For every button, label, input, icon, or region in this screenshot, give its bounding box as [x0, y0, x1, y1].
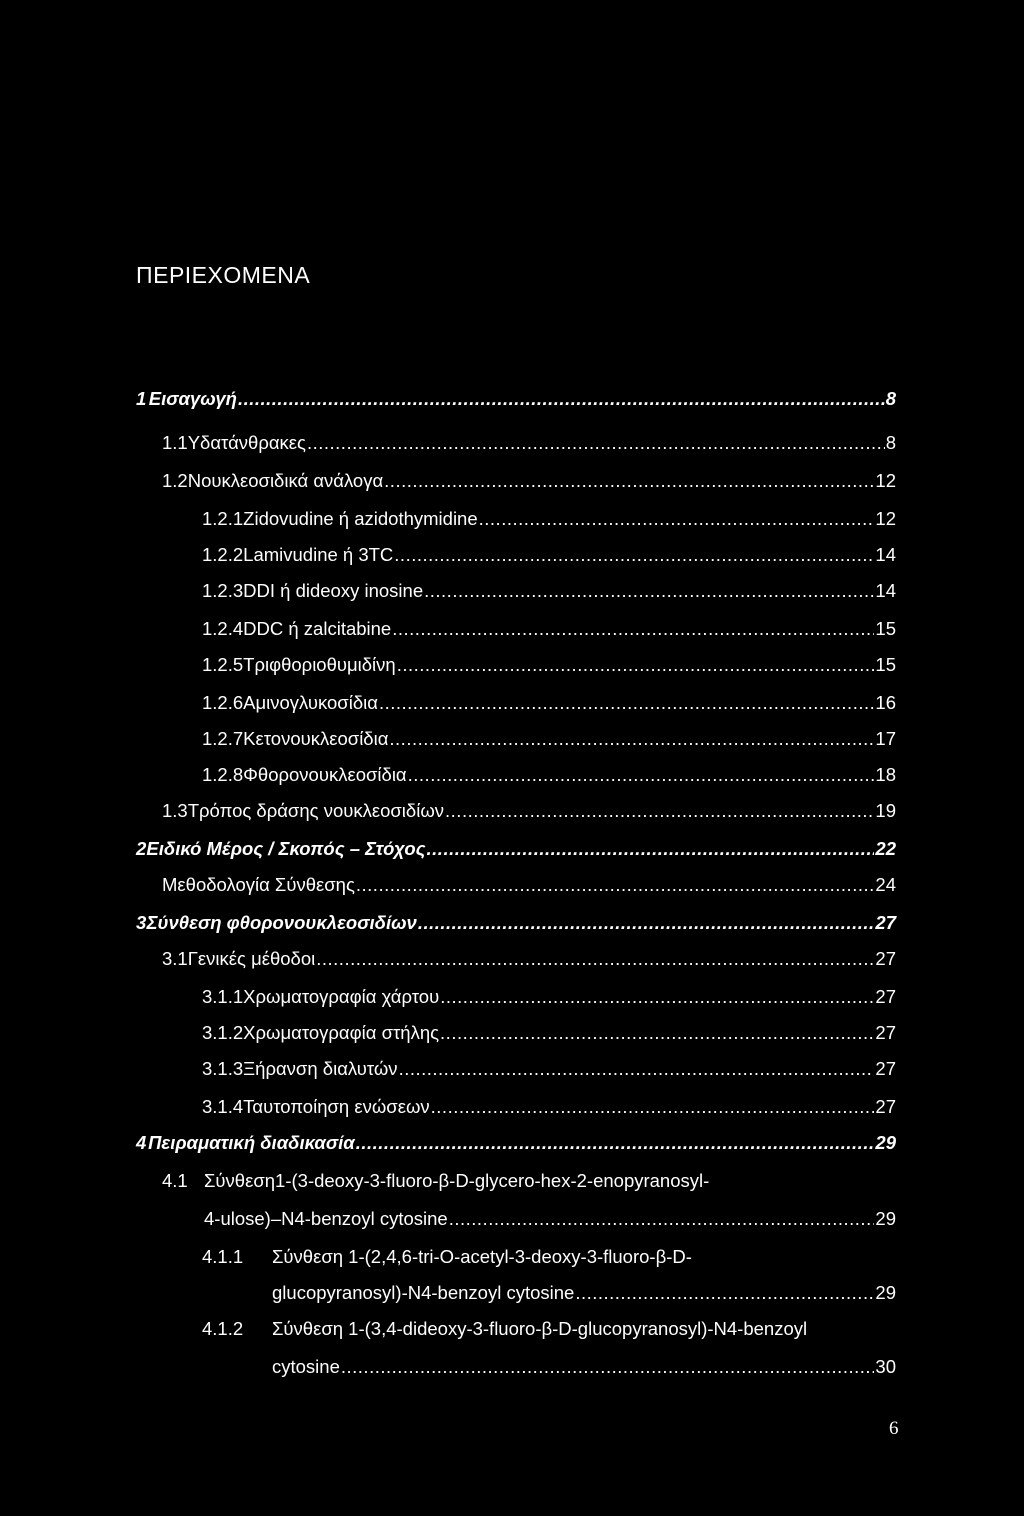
- toc-entry-title-continued: 4-ulose)–N4-benzoyl cytosine: [204, 1208, 448, 1229]
- dot-leader: [238, 384, 885, 414]
- toc-entry-title: Φθορονουκλεοσίδια: [243, 764, 407, 785]
- toc-entry-title: Πειραματική διαδικασία: [148, 1132, 355, 1153]
- toc-entry-page: 27: [875, 986, 896, 1007]
- toc-entry-subsection-line2[interactable]: [272, 1352, 896, 1382]
- dot-leader: [384, 466, 874, 496]
- toc-entry-page: 22: [875, 838, 896, 859]
- toc-entry-title-continued: glucopyranosyl)-N4-benzoyl cytosine: [272, 1282, 575, 1303]
- toc-entry-subsection-line1[interactable]: [202, 1314, 807, 1344]
- dot-leader: [397, 650, 875, 680]
- toc-entry-page: 14: [875, 580, 896, 601]
- toc-entry-number: 3.1.2: [202, 1022, 244, 1043]
- toc-entry-number: 3.1.4: [202, 1096, 244, 1117]
- toc-entry-title: Σύνθεση 1-(3,4-dideoxy-3-fluoro-β-D-glucopyranosyl)-N4-benzoyl: [272, 1318, 808, 1339]
- toc-entry-section-line2[interactable]: [204, 1204, 896, 1234]
- toc-entry-page: 12: [875, 470, 896, 491]
- dot-leader: [440, 1018, 874, 1048]
- toc-entry-title: Σύνθεση 1-(2,4,6-tri-O-acetyl-3-deoxy-3-fluoro-β-D-: [272, 1246, 692, 1267]
- toc-entry-number: 1.2.5: [202, 654, 244, 675]
- toc-entry-number: 2: [136, 838, 147, 859]
- dot-leader: [408, 760, 875, 790]
- toc-entry-title: Zidovudine ή azidothymidine: [243, 508, 478, 529]
- toc-entry-subsection[interactable]: [202, 576, 896, 606]
- toc-entry-page: 16: [875, 692, 896, 713]
- toc-entry-section-line1[interactable]: [162, 1166, 709, 1196]
- toc-entry-number: 1.2: [162, 470, 188, 491]
- dot-leader: [379, 688, 874, 718]
- toc-entry-page: 15: [875, 618, 896, 639]
- dot-leader: [449, 1204, 875, 1234]
- toc-entry-page: 17: [875, 728, 896, 749]
- dot-leader: [356, 1128, 875, 1158]
- dot-leader: [424, 576, 874, 606]
- toc-entry-number: 4.1.1: [202, 1246, 244, 1267]
- toc-entry-page: 24: [875, 874, 896, 895]
- toc-entry-title: Τριφθοριοθυμιδίνη: [243, 654, 396, 675]
- toc-entry-subsection[interactable]: [202, 1054, 896, 1084]
- dot-leader: [440, 982, 874, 1012]
- toc-entry-number: 4.1: [162, 1170, 188, 1191]
- toc-entry-page: 27: [875, 1058, 896, 1079]
- toc-entry-number: 1.2.6: [202, 692, 244, 713]
- toc-entry-chapter-4[interactable]: [136, 1128, 896, 1158]
- dot-leader: [356, 870, 875, 900]
- toc-entry-page: 12: [875, 508, 896, 529]
- toc-entry-title: Ειδικό Μέρος / Σκοπός – Στόχος: [146, 838, 426, 859]
- toc-entry-number: 4: [136, 1132, 147, 1153]
- toc-entry-page: 29: [875, 1132, 896, 1153]
- dot-leader: [316, 944, 874, 974]
- toc-entry-page: 15: [875, 654, 896, 675]
- toc-entry-chapter-3[interactable]: [136, 908, 896, 938]
- toc-entry-number: 1.3: [162, 800, 188, 821]
- dot-leader: [341, 1352, 875, 1382]
- toc-entry-number: 3.1.1: [202, 986, 244, 1007]
- toc-entry-number: 3: [136, 912, 147, 933]
- toc-entry-subsection[interactable]: [202, 504, 896, 534]
- toc-entry-title-continued: cytosine: [272, 1356, 340, 1377]
- dot-leader: [307, 428, 885, 458]
- toc-entry-title: Ταυτοποίηση ενώσεων: [243, 1096, 430, 1117]
- dot-leader: [431, 1092, 875, 1122]
- toc-entry-number: 1.2.4: [202, 618, 244, 639]
- toc-entry-title: Lamivudine ή 3TC: [243, 544, 394, 565]
- toc-entry-subsection[interactable]: [202, 724, 896, 754]
- page-title: ΠΕΡΙΕΧΟΜΕΝΑ: [136, 262, 311, 288]
- toc-entry-section[interactable]: [162, 466, 896, 496]
- toc-entry-subsection[interactable]: [202, 614, 896, 644]
- toc-entry-title: Ξήρανση διαλυτών: [243, 1058, 398, 1079]
- toc-entry-subsection[interactable]: [202, 540, 896, 570]
- toc-entry-section[interactable]: [162, 796, 896, 826]
- toc-entry-title: Σύνθεση φθορονουκλεοσιδίων: [146, 912, 417, 933]
- toc-entry-page: 27: [875, 1096, 896, 1117]
- toc-entry-page: 27: [875, 1022, 896, 1043]
- toc-entry-title: Γενικές μέθοδοι: [187, 948, 316, 969]
- toc-entry-title: DDI ή dideoxy inosine: [243, 580, 424, 601]
- toc-entry-page: 19: [875, 800, 896, 821]
- dot-leader: [427, 834, 875, 864]
- toc-entry-number: 1.1: [162, 432, 188, 453]
- toc-entry-page: 8: [885, 432, 896, 453]
- dot-leader: [399, 1054, 875, 1084]
- toc-entry-title: Μεθοδολογία Σύνθεσης: [162, 874, 355, 895]
- toc-entry-subsection[interactable]: [202, 650, 896, 680]
- dot-leader: [575, 1278, 874, 1308]
- toc-entry-title: Κετονουκλεοσίδια: [243, 728, 389, 749]
- toc-entry-title: DDC ή zalcitabine: [243, 618, 392, 639]
- toc-entry-number: 1: [136, 388, 147, 409]
- toc-entry-section[interactable]: [162, 428, 896, 458]
- toc-entry-section[interactable]: [162, 944, 896, 974]
- toc-entry-title: Σύνθεση1-(3-deoxy-3-fluoro-β-D-glycero-hex-2-enopyranosyl-: [204, 1170, 710, 1191]
- toc-entry-section[interactable]: [162, 870, 896, 900]
- toc-entry-page: 30: [875, 1356, 896, 1377]
- page-number: 6: [889, 1418, 899, 1439]
- toc-entry-subsection[interactable]: [202, 1018, 896, 1048]
- toc-entry-subsection[interactable]: [202, 1092, 896, 1122]
- dot-leader: [389, 724, 874, 754]
- toc-entry-subsection[interactable]: [202, 982, 896, 1012]
- toc-entry-chapter-1[interactable]: [136, 384, 896, 414]
- dot-leader: [392, 614, 874, 644]
- toc-entry-title: Χρωματογραφία στήλης: [243, 1022, 440, 1043]
- toc-entry-number: 3.1: [162, 948, 188, 969]
- toc-entry-title: Εισαγωγή: [148, 388, 237, 409]
- toc-entry-number: 1.2.2: [202, 544, 244, 565]
- toc-entry-page: 27: [875, 912, 896, 933]
- toc-entry-page: 27: [875, 948, 896, 969]
- toc-entry-title: Αμινογλυκοσίδια: [243, 692, 378, 713]
- toc-entry-number: 1.2.3: [202, 580, 244, 601]
- toc-entry-number: 1.2.8: [202, 764, 244, 785]
- toc-entry-title: Τρόπος δράσης νουκλεοσιδίων: [187, 800, 445, 821]
- toc-entry-number: 3.1.3: [202, 1058, 244, 1079]
- toc-entry-subsection[interactable]: [202, 760, 896, 790]
- toc-entry-number: 1.2.1: [202, 508, 244, 529]
- dot-leader: [418, 908, 875, 938]
- toc-entry-subsection-line1[interactable]: [202, 1242, 692, 1272]
- toc-entry-page: 29: [875, 1208, 896, 1229]
- toc-entry-page: 8: [885, 388, 896, 409]
- toc-entry-page: 18: [875, 764, 896, 785]
- toc-entry-subsection-line2[interactable]: [272, 1278, 896, 1308]
- toc-entry-page: 14: [875, 544, 896, 565]
- toc-entry-title: Χρωματογραφία χάρτου: [243, 986, 440, 1007]
- toc-entry-subsection[interactable]: [202, 688, 896, 718]
- dot-leader: [445, 796, 874, 826]
- dot-leader: [479, 504, 875, 534]
- toc-entry-title: Υδατάνθρακες: [187, 432, 306, 453]
- toc-entry-page: 29: [875, 1282, 896, 1303]
- toc-entry-number: 1.2.7: [202, 728, 244, 749]
- dot-leader: [394, 540, 874, 570]
- toc-entry-number: 4.1.2: [202, 1318, 244, 1339]
- toc-entry-chapter-2[interactable]: [136, 834, 896, 864]
- toc-entry-title: Νουκλεοσιδικά ανάλογα: [187, 470, 384, 491]
